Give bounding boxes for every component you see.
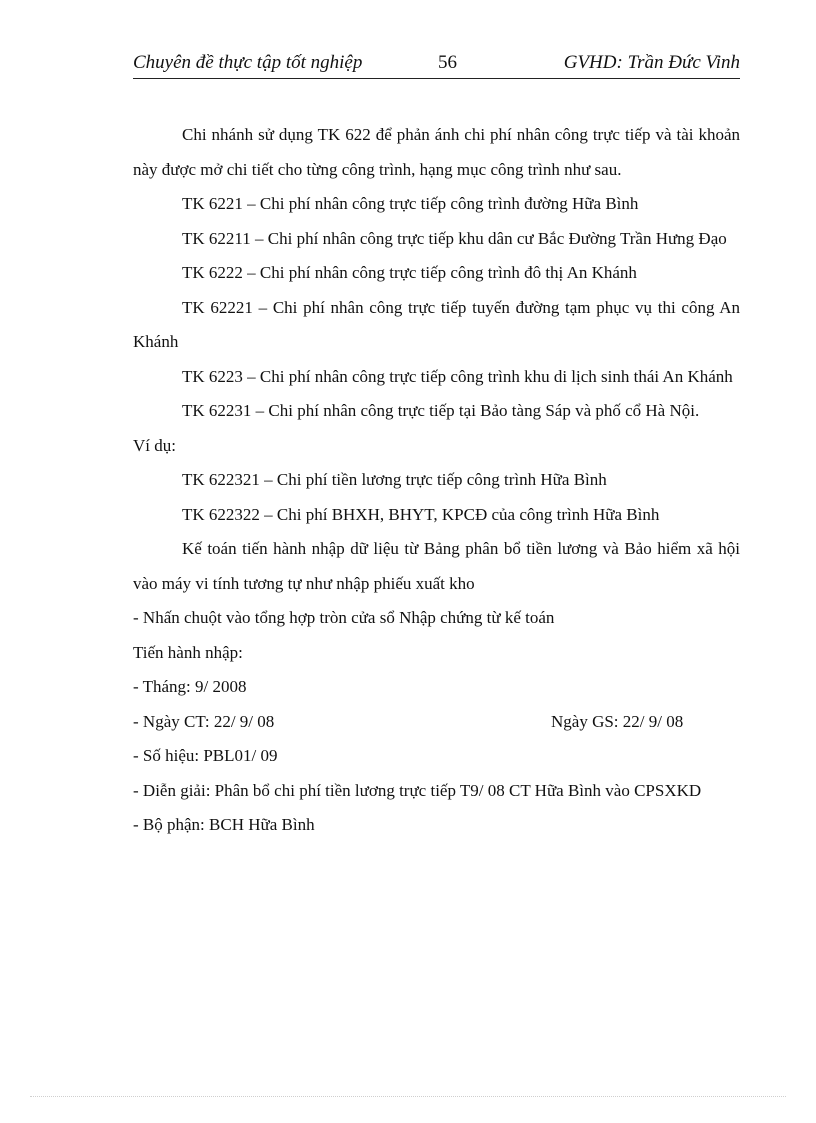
entry-ct-date: - Ngày CT: 22/ 9/ 08 — [133, 711, 275, 731]
account-6223: TK 6223 – Chi phí nhân công trực tiếp công trình khu di lịch sinh thái An Khánh — [182, 366, 733, 386]
header-advisor: GVHD: Trần Đức Vinh — [563, 52, 740, 73]
account-62221: TK 62221 – Chi phí nhân công trực tiếp tuyến đường tạm phục vụ thi công An Khánh — [133, 297, 740, 351]
header-title: Chuyên đề thực tập tốt nghiệp — [133, 52, 363, 73]
account-62211: TK 62211 – Chi phí nhân công trực tiếp khu dân cư Bắc Đường Trần Hưng Đạo — [182, 228, 727, 248]
account-62231: TK 62231 – Chi phí nhân công trực tiếp tại Bảo tàng Sáp và phố cổ Hà Nội. — [182, 401, 700, 420]
page-header — [133, 48, 740, 79]
page-number: 56 — [438, 52, 457, 73]
paragraph-account-intro: Chi nhánh sử dụng TK 622 để phản ánh chi phí nhân công trực tiếp và tài khoản này được mở chi tiết cho từng công trình, hạng mục công trình như sau. — [133, 125, 740, 179]
entry-department: - Bộ phận: BCH Hữa Bình — [133, 815, 315, 834]
entry-month: - Tháng: 9/ 2008 — [133, 677, 247, 696]
account-6221: TK 6221 – Chi phí nhân công trực tiếp công trình đường Hữa Bình — [182, 194, 639, 213]
entry-description: - Diễn giải: Phân bổ chi phí tiền lương trực tiếp T9/ 08 CT Hữa Bình vào CPSXKD — [133, 780, 702, 800]
example-label: Ví dụ: — [133, 435, 176, 455]
entry-dates-row — [133, 705, 740, 740]
step-click: - Nhấn chuột vào tổng hợp tròn cửa sổ Nhập chứng từ kế toán — [133, 608, 555, 627]
document-body — [133, 118, 740, 843]
paragraph-data-entry: Kế toán tiến hành nhập dữ liệu từ Bảng phân bổ tiền lương và Bảo hiểm xã hội vào máy vi tính tương tự như nhập phiếu xuất kho — [133, 539, 740, 593]
entry-doc-number: - Số hiệu: PBL01/ 09 — [133, 746, 278, 765]
account-622322: TK 622322 – Chi phí BHXH, BHYT, KPCĐ của công trình Hữa Bình — [182, 504, 660, 524]
entry-heading: Tiến hành nhập: — [133, 642, 243, 662]
page-bottom-divider — [30, 1096, 786, 1097]
account-6222: TK 6222 – Chi phí nhân công trực tiếp công trình đô thị An Khánh — [182, 263, 637, 282]
entry-gs-date: Ngày GS: 22/ 9/ 08 — [551, 711, 684, 731]
account-622321: TK 622321 – Chi phí tiền lương trực tiếp công trình Hữa Bình — [182, 470, 607, 489]
